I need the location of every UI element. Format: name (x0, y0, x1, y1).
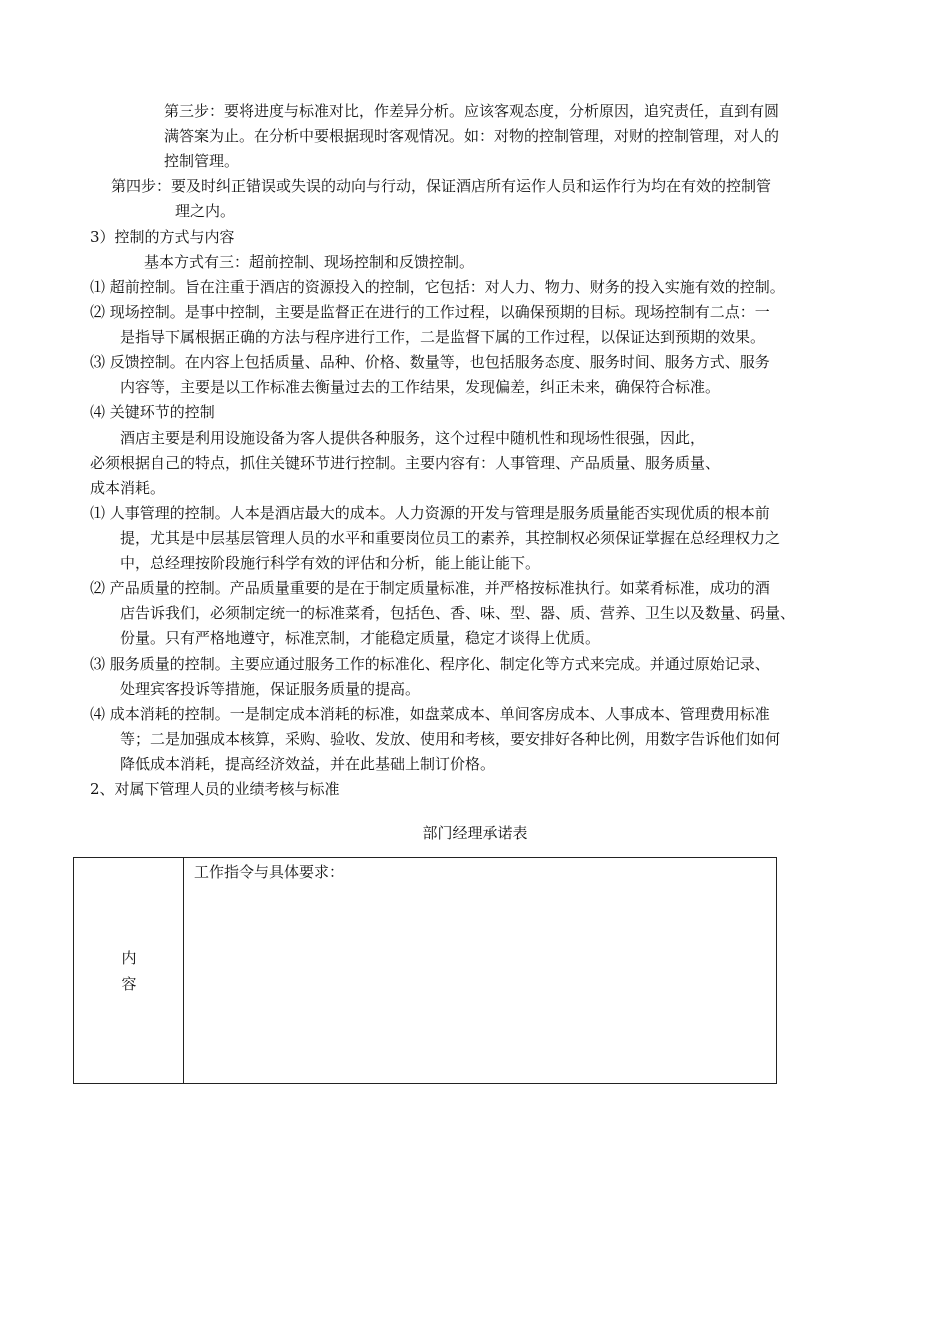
text-line: 处理宾客投诉等措施，保证服务质量的提高。 (120, 680, 421, 698)
text-line: 等；二是加强成本核算，采购、验收、发放、使用和考核，要安排好各种比例，用数字告诉他们如何 (120, 730, 781, 748)
table-right-header: 工作指令与具体要求： (194, 863, 345, 881)
text-line: 店告诉我们，必须制定统一的标准菜肴，包括色、香、味、型、器、质、营养、卫生以及数量、码量、 (120, 604, 796, 622)
text-line: 是指导下属根据正确的方法与程序进行工作，二是监督下属的工作过程，以保证达到预期的效果。 (120, 328, 766, 346)
text-line: ⑶ 反馈控制。在内容上包括质量、品种、价格、数量等，也包括服务态度、服务时间、服务方式、服务 (90, 353, 770, 371)
text-line: 满答案为止。在分析中要根据现时客观情况。如：对物的控制管理，对财的控制管理，对人的 (164, 127, 780, 145)
text-line: 必须根据自己的特点，抓住关键环节进行控制。主要内容有：人事管理、产品质量、服务质量、 (90, 454, 721, 472)
text-line: ⑴ 超前控制。旨在注重于酒店的资源投入的控制，它包括：对人力、物力、财务的投入实施有效的控制。 (90, 278, 785, 296)
text-line: ⑴ 人事管理的控制。人本是酒店最大的成本。人力资源的开发与管理是服务质量能否实现优质的根本前 (90, 504, 770, 522)
text-line: 内容等，主要是以工作标准去衡量过去的工作结果，发现偏差，纠正未来，确保符合标准。 (120, 378, 721, 396)
content-label-char: 容 (121, 975, 137, 993)
text-line: 降低成本消耗，提高经济效益，并在此基础上制订价格。 (120, 755, 496, 773)
text-line: 成本消耗。 (90, 479, 166, 497)
text-line: 中，总经理按阶段施行科学有效的评估和分析，能上能让能下。 (120, 554, 541, 572)
text-line: ⑶ 服务质量的控制。主要应通过服务工作的标准化、程序化、制定化等方式来完成。并通过原始记录、 (90, 655, 770, 673)
content-label-char: 内 (121, 949, 137, 967)
text-line: 第三步：要将进度与标准对比，作差异分析。应该客观态度，分析原因，追究责任，直到有圆 (164, 102, 780, 120)
text-line: 理之内。 (175, 202, 236, 220)
section-heading: 3）控制的方式与内容 (90, 228, 235, 246)
commitment-table (73, 857, 777, 1084)
section-heading: 2、对属下管理人员的业绩考核与标准 (90, 780, 340, 798)
text-line: ⑷ 成本消耗的控制。一是制定成本消耗的标准，如盘菜成本、单间客房成本、人事成本、管理费用标准 (90, 705, 770, 723)
text-line: 基本方式有三：超前控制、现场控制和反馈控制。 (144, 253, 475, 271)
text-line: ⑷ 关键环节的控制 (90, 403, 215, 421)
table-left-cell (74, 858, 184, 1083)
text-line: 酒店主要是利用设施设备为客人提供各种服务，这个过程中随机性和现场性很强，因此， (120, 429, 706, 447)
text-line: 第四步：要及时纠正错误或失误的动向与行动，保证酒店所有运作人员和运作行为均在有效的控制管 (111, 177, 772, 195)
table-title: 部门经理承诺表 (422, 824, 528, 842)
text-line: ⑵ 现场控制。是事中控制，主要是监督正在进行的工作过程，以确保预期的目标。现场控制有二点：一 (90, 303, 770, 321)
text-line: 控制管理。 (164, 152, 240, 170)
text-line: 提，尤其是中层基层管理人员的水平和重要岗位员工的素养，其控制权必须保证掌握在总经理权力之 (120, 529, 781, 547)
text-line: 份量。只有严格地遵守，标准烹制，才能稳定质量，稳定才谈得上优质。 (120, 629, 601, 647)
text-line: ⑵ 产品质量的控制。产品质量重要的是在于制定质量标准，并严格按标准执行。如菜肴标准，成功的酒 (90, 579, 770, 597)
